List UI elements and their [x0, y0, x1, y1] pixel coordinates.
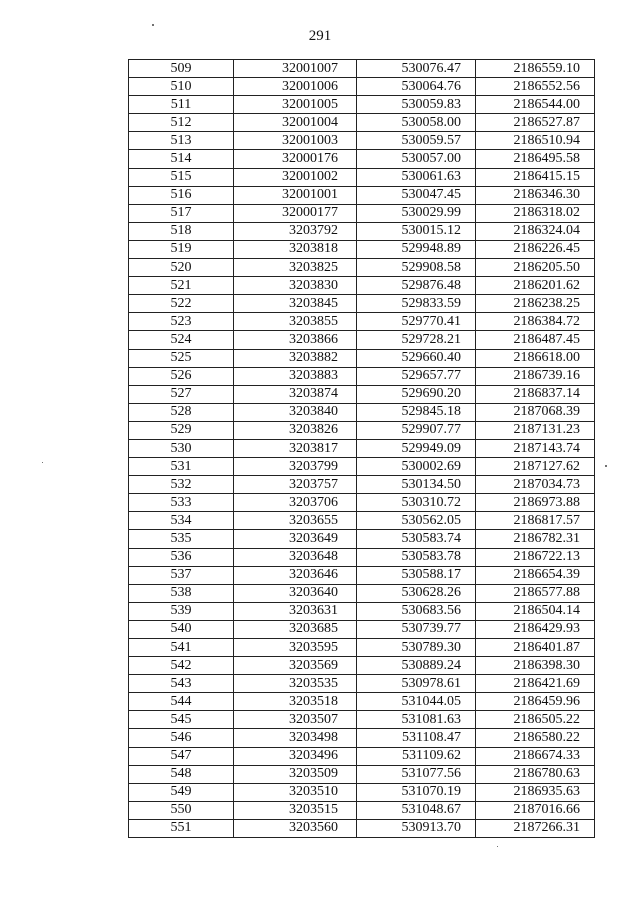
x-coordinate-cell: 529690.20 [357, 385, 476, 403]
row-number-cell: 521 [129, 277, 234, 295]
row-number-cell: 511 [129, 96, 234, 114]
scan-speck [152, 24, 154, 26]
row-number-cell: 544 [129, 693, 234, 711]
row-number-cell: 527 [129, 385, 234, 403]
x-coordinate-cell: 530583.74 [357, 530, 476, 548]
point-id-cell: 3203826 [234, 421, 357, 439]
table-row [129, 729, 595, 747]
table-row [129, 747, 595, 765]
point-id-cell: 32001006 [234, 78, 357, 96]
x-coordinate-cell: 529948.89 [357, 240, 476, 258]
table-row [129, 512, 595, 530]
x-coordinate-cell: 531109.62 [357, 747, 476, 765]
y-coordinate-cell: 2186238.25 [476, 295, 595, 313]
row-number-cell: 546 [129, 729, 234, 747]
point-id-cell: 32000176 [234, 150, 357, 168]
row-number-cell: 536 [129, 548, 234, 566]
point-id-cell: 3203515 [234, 801, 357, 819]
table-row [129, 313, 595, 331]
point-id-cell: 3203874 [234, 385, 357, 403]
x-coordinate-cell: 530061.63 [357, 168, 476, 186]
table-row [129, 259, 595, 277]
y-coordinate-cell: 2186505.22 [476, 711, 595, 729]
x-coordinate-cell: 529907.77 [357, 421, 476, 439]
x-coordinate-cell: 530583.78 [357, 548, 476, 566]
row-number-cell: 518 [129, 222, 234, 240]
y-coordinate-cell: 2186935.63 [476, 783, 595, 801]
y-coordinate-cell: 2186429.93 [476, 620, 595, 638]
table-row [129, 765, 595, 783]
x-coordinate-cell: 530789.30 [357, 639, 476, 657]
table-row [129, 584, 595, 602]
y-coordinate-cell: 2187034.73 [476, 476, 595, 494]
x-coordinate-cell: 530739.77 [357, 620, 476, 638]
table-row [129, 349, 595, 367]
table-row [129, 819, 595, 837]
row-number-cell: 526 [129, 367, 234, 385]
scan-speck [42, 462, 43, 463]
point-id-cell: 3203496 [234, 747, 357, 765]
row-number-cell: 523 [129, 313, 234, 331]
scan-speck [605, 465, 607, 467]
row-number-cell: 542 [129, 657, 234, 675]
table-row [129, 222, 595, 240]
row-number-cell: 512 [129, 114, 234, 132]
x-coordinate-cell: 530134.50 [357, 476, 476, 494]
table-row [129, 566, 595, 584]
scan-speck [497, 846, 498, 847]
point-id-cell: 3203509 [234, 765, 357, 783]
table-row [129, 639, 595, 657]
table-row [129, 277, 595, 295]
row-number-cell: 519 [129, 240, 234, 258]
table-row [129, 476, 595, 494]
x-coordinate-cell: 531077.56 [357, 765, 476, 783]
y-coordinate-cell: 2186346.30 [476, 186, 595, 204]
table-row [129, 494, 595, 512]
x-coordinate-cell: 530059.83 [357, 96, 476, 114]
y-coordinate-cell: 2186384.72 [476, 313, 595, 331]
table-row [129, 602, 595, 620]
y-coordinate-cell: 2186654.39 [476, 566, 595, 584]
point-id-cell: 32001004 [234, 114, 357, 132]
point-id-cell: 3203757 [234, 476, 357, 494]
y-coordinate-cell: 2186552.56 [476, 78, 595, 96]
y-coordinate-cell: 2186580.22 [476, 729, 595, 747]
row-number-cell: 529 [129, 421, 234, 439]
table-row [129, 675, 595, 693]
row-number-cell: 545 [129, 711, 234, 729]
row-number-cell: 525 [129, 349, 234, 367]
page-number: 291 [308, 28, 332, 44]
point-id-cell: 3203792 [234, 222, 357, 240]
row-number-cell: 524 [129, 331, 234, 349]
x-coordinate-cell: 529660.40 [357, 349, 476, 367]
point-id-cell: 3203855 [234, 313, 357, 331]
point-id-cell: 3203510 [234, 783, 357, 801]
table-row [129, 204, 595, 222]
y-coordinate-cell: 2186398.30 [476, 657, 595, 675]
point-id-cell: 3203518 [234, 693, 357, 711]
x-coordinate-cell: 530978.61 [357, 675, 476, 693]
table-row [129, 403, 595, 421]
row-number-cell: 522 [129, 295, 234, 313]
table-row [129, 548, 595, 566]
row-number-cell: 533 [129, 494, 234, 512]
table-row [129, 620, 595, 638]
y-coordinate-cell: 2186817.57 [476, 512, 595, 530]
row-number-cell: 541 [129, 639, 234, 657]
point-id-cell: 3203640 [234, 584, 357, 602]
y-coordinate-cell: 2186495.58 [476, 150, 595, 168]
table-row [129, 367, 595, 385]
x-coordinate-cell: 530029.99 [357, 204, 476, 222]
table-row [129, 240, 595, 258]
x-coordinate-cell: 529728.21 [357, 331, 476, 349]
point-id-cell: 3203830 [234, 277, 357, 295]
x-coordinate-cell: 530683.56 [357, 602, 476, 620]
row-number-cell: 548 [129, 765, 234, 783]
x-coordinate-cell: 529845.18 [357, 403, 476, 421]
x-coordinate-cell: 530562.05 [357, 512, 476, 530]
point-id-cell: 3203818 [234, 240, 357, 258]
x-coordinate-cell: 530015.12 [357, 222, 476, 240]
row-number-cell: 534 [129, 512, 234, 530]
point-id-cell: 3203498 [234, 729, 357, 747]
table-row [129, 421, 595, 439]
row-number-cell: 530 [129, 439, 234, 457]
x-coordinate-cell: 530047.45 [357, 186, 476, 204]
row-number-cell: 513 [129, 132, 234, 150]
x-coordinate-cell: 531108.47 [357, 729, 476, 747]
row-number-cell: 543 [129, 675, 234, 693]
table-row [129, 458, 595, 476]
x-coordinate-cell: 530058.00 [357, 114, 476, 132]
table-row [129, 150, 595, 168]
x-coordinate-cell: 531044.05 [357, 693, 476, 711]
x-coordinate-cell: 531048.67 [357, 801, 476, 819]
x-coordinate-cell: 530889.24 [357, 657, 476, 675]
y-coordinate-cell: 2186559.10 [476, 60, 595, 78]
point-id-cell: 3203866 [234, 331, 357, 349]
table-row [129, 186, 595, 204]
point-id-cell: 3203569 [234, 657, 357, 675]
point-id-cell: 3203840 [234, 403, 357, 421]
point-id-cell: 32001007 [234, 60, 357, 78]
y-coordinate-cell: 2187016.66 [476, 801, 595, 819]
y-coordinate-cell: 2186201.62 [476, 277, 595, 295]
row-number-cell: 535 [129, 530, 234, 548]
y-coordinate-cell: 2186510.94 [476, 132, 595, 150]
y-coordinate-cell: 2186674.33 [476, 747, 595, 765]
y-coordinate-cell: 2186973.88 [476, 494, 595, 512]
row-number-cell: 516 [129, 186, 234, 204]
y-coordinate-cell: 2186459.96 [476, 693, 595, 711]
row-number-cell: 520 [129, 259, 234, 277]
x-coordinate-cell: 529770.41 [357, 313, 476, 331]
row-number-cell: 540 [129, 620, 234, 638]
x-coordinate-cell: 529833.59 [357, 295, 476, 313]
x-coordinate-cell: 530076.47 [357, 60, 476, 78]
row-number-cell: 538 [129, 584, 234, 602]
y-coordinate-cell: 2187143.74 [476, 439, 595, 457]
point-id-cell: 3203706 [234, 494, 357, 512]
x-coordinate-cell: 531081.63 [357, 711, 476, 729]
point-id-cell: 3203631 [234, 602, 357, 620]
x-coordinate-cell: 530628.26 [357, 584, 476, 602]
y-coordinate-cell: 2186739.16 [476, 367, 595, 385]
table-row [129, 114, 595, 132]
table-row [129, 385, 595, 403]
row-number-cell: 528 [129, 403, 234, 421]
row-number-cell: 509 [129, 60, 234, 78]
x-coordinate-cell: 530064.76 [357, 78, 476, 96]
table-row [129, 439, 595, 457]
table-row [129, 331, 595, 349]
point-id-cell: 3203817 [234, 439, 357, 457]
row-number-cell: 515 [129, 168, 234, 186]
y-coordinate-cell: 2187266.31 [476, 819, 595, 837]
point-id-cell: 3203560 [234, 819, 357, 837]
y-coordinate-cell: 2186527.87 [476, 114, 595, 132]
table-row [129, 711, 595, 729]
x-coordinate-cell: 530588.17 [357, 566, 476, 584]
y-coordinate-cell: 2186318.02 [476, 204, 595, 222]
y-coordinate-cell: 2186205.50 [476, 259, 595, 277]
point-id-cell: 32001005 [234, 96, 357, 114]
x-coordinate-cell: 530057.00 [357, 150, 476, 168]
y-coordinate-cell: 2187127.62 [476, 458, 595, 476]
row-number-cell: 517 [129, 204, 234, 222]
table-row [129, 78, 595, 96]
x-coordinate-cell: 529949.09 [357, 439, 476, 457]
point-id-cell: 32001001 [234, 186, 357, 204]
row-number-cell: 539 [129, 602, 234, 620]
coordinates-table [128, 59, 595, 838]
y-coordinate-cell: 2186504.14 [476, 602, 595, 620]
point-id-cell: 3203535 [234, 675, 357, 693]
y-coordinate-cell: 2186415.15 [476, 168, 595, 186]
coordinates-table-body [129, 60, 595, 838]
row-number-cell: 531 [129, 458, 234, 476]
point-id-cell: 32001002 [234, 168, 357, 186]
table-row [129, 295, 595, 313]
table-row [129, 96, 595, 114]
y-coordinate-cell: 2186837.14 [476, 385, 595, 403]
y-coordinate-cell: 2186782.31 [476, 530, 595, 548]
table-row [129, 168, 595, 186]
y-coordinate-cell: 2187068.39 [476, 403, 595, 421]
x-coordinate-cell: 529908.58 [357, 259, 476, 277]
point-id-cell: 3203507 [234, 711, 357, 729]
point-id-cell: 32001003 [234, 132, 357, 150]
y-coordinate-cell: 2186780.63 [476, 765, 595, 783]
x-coordinate-cell: 530310.72 [357, 494, 476, 512]
point-id-cell: 3203595 [234, 639, 357, 657]
y-coordinate-cell: 2186577.88 [476, 584, 595, 602]
y-coordinate-cell: 2186487.45 [476, 331, 595, 349]
row-number-cell: 551 [129, 819, 234, 837]
y-coordinate-cell: 2186421.69 [476, 675, 595, 693]
table-row [129, 801, 595, 819]
point-id-cell: 3203825 [234, 259, 357, 277]
table-row [129, 530, 595, 548]
row-number-cell: 510 [129, 78, 234, 96]
y-coordinate-cell: 2186618.00 [476, 349, 595, 367]
y-coordinate-cell: 2187131.23 [476, 421, 595, 439]
row-number-cell: 537 [129, 566, 234, 584]
row-number-cell: 547 [129, 747, 234, 765]
y-coordinate-cell: 2186722.13 [476, 548, 595, 566]
row-number-cell: 514 [129, 150, 234, 168]
point-id-cell: 3203845 [234, 295, 357, 313]
point-id-cell: 3203649 [234, 530, 357, 548]
row-number-cell: 549 [129, 783, 234, 801]
x-coordinate-cell: 531070.19 [357, 783, 476, 801]
point-id-cell: 3203655 [234, 512, 357, 530]
table-row [129, 132, 595, 150]
table-row [129, 693, 595, 711]
y-coordinate-cell: 2186324.04 [476, 222, 595, 240]
x-coordinate-cell: 530002.69 [357, 458, 476, 476]
x-coordinate-cell: 530913.70 [357, 819, 476, 837]
table-row [129, 657, 595, 675]
row-number-cell: 550 [129, 801, 234, 819]
point-id-cell: 3203685 [234, 620, 357, 638]
point-id-cell: 3203883 [234, 367, 357, 385]
point-id-cell: 32000177 [234, 204, 357, 222]
x-coordinate-cell: 529876.48 [357, 277, 476, 295]
point-id-cell: 3203648 [234, 548, 357, 566]
table-row [129, 783, 595, 801]
point-id-cell: 3203882 [234, 349, 357, 367]
point-id-cell: 3203799 [234, 458, 357, 476]
y-coordinate-cell: 2186401.87 [476, 639, 595, 657]
table-row [129, 60, 595, 78]
x-coordinate-cell: 530059.57 [357, 132, 476, 150]
y-coordinate-cell: 2186544.00 [476, 96, 595, 114]
y-coordinate-cell: 2186226.45 [476, 240, 595, 258]
row-number-cell: 532 [129, 476, 234, 494]
x-coordinate-cell: 529657.77 [357, 367, 476, 385]
point-id-cell: 3203646 [234, 566, 357, 584]
